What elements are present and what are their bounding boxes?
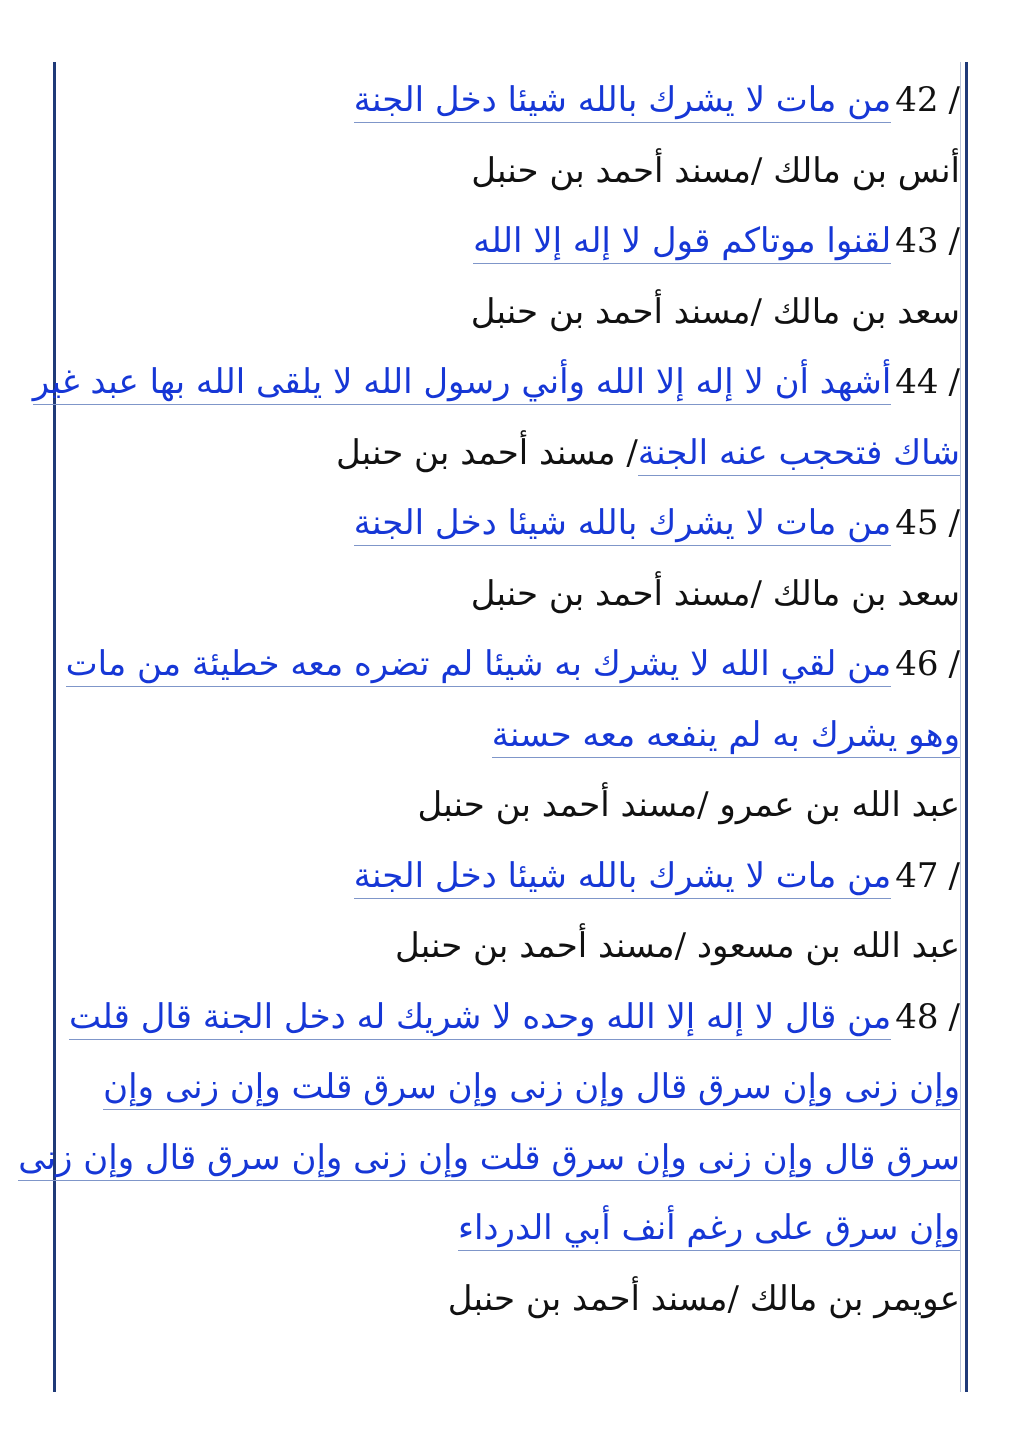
text-line: [60, 211, 960, 282]
hadith-source: عويمر بن مالك /مسند أحمد بن حنبل: [447, 1278, 960, 1319]
hadith-text: وإن سرق على رغم أنف أبي الدرداء: [458, 1208, 960, 1251]
right-margin-rule: [965, 62, 968, 1392]
text-line: [60, 141, 960, 212]
text-line: [60, 282, 960, 353]
hadith-text: من لقي الله لا يشرك به شيئا لم تضره معه خطيئة من مات: [66, 644, 892, 687]
hadith-source: أنس بن مالك /مسند أحمد بن حنبل: [471, 150, 960, 191]
hadith-number: /46: [895, 644, 960, 684]
text-line: [60, 916, 960, 987]
text-line: [60, 1269, 960, 1340]
hadith-number: /47: [895, 855, 960, 896]
hadith-source: سعد بن مالك /مسند أحمد بن حنبل: [470, 291, 960, 332]
hadith-text: شاك فتحجب عنه الجنة: [638, 433, 960, 476]
hadith-number: /44: [895, 362, 960, 402]
hadith-list: [18, 70, 960, 1339]
text-line: [60, 987, 960, 1058]
hadith-text: لقنوا موتاكم قول لا إله إلا الله: [473, 221, 891, 264]
text-line: [60, 705, 960, 776]
hadith-number: /43: [895, 221, 960, 261]
hadith-source: عبد الله بن مسعود /مسند أحمد بن حنبل: [394, 926, 960, 966]
hadith-text: من مات لا يشرك بالله شيئا دخل الجنة: [354, 503, 891, 546]
text-line: [32, 352, 960, 423]
text-line: [60, 846, 960, 917]
hadith-source: سعد بن مالك /مسند أحمد بن حنبل: [470, 573, 960, 614]
hadith-text: أشهد أن لا إله إلا الله وأني رسول الله لا يلقى الله بها عبد غير: [33, 362, 891, 405]
hadith-source: / مسند أحمد بن حنبل: [335, 432, 638, 473]
hadith-text: من مات لا يشرك بالله شيئا دخل الجنة: [354, 856, 891, 899]
right-inner-rule: [960, 62, 961, 1392]
text-line: [18, 1128, 960, 1199]
hadith-number: /42: [895, 80, 960, 120]
text-line: [60, 1057, 960, 1128]
hadith-text: سرق قال وإن زنى وإن سرق قلت وإن زنى وإن سرق قال وإن زنى: [18, 1138, 960, 1181]
hadith-number: /45: [895, 503, 960, 543]
hadith-text: وهو يشرك به لم ينفعه معه حسنة: [492, 715, 960, 758]
text-line: [60, 70, 960, 141]
hadith-source: عبد الله بن عمرو /مسند أحمد بن حنبل: [417, 785, 960, 825]
left-margin-rule: [53, 62, 56, 1392]
text-line: [60, 564, 960, 635]
hadith-text: وإن زنى وإن سرق قال وإن زنى وإن سرق قلت وإن زنى وإن: [103, 1067, 960, 1110]
hadith-number: /48: [895, 996, 960, 1037]
hadith-text: من مات لا يشرك بالله شيئا دخل الجنة: [354, 80, 891, 123]
text-line: [60, 634, 960, 705]
text-line: [60, 1198, 960, 1269]
text-line: [60, 493, 960, 564]
text-line: [60, 775, 960, 846]
hadith-text: من قال لا إله إلا الله وحده لا شريك له دخل الجنة قال قلت: [69, 997, 891, 1040]
text-line: [60, 423, 960, 494]
